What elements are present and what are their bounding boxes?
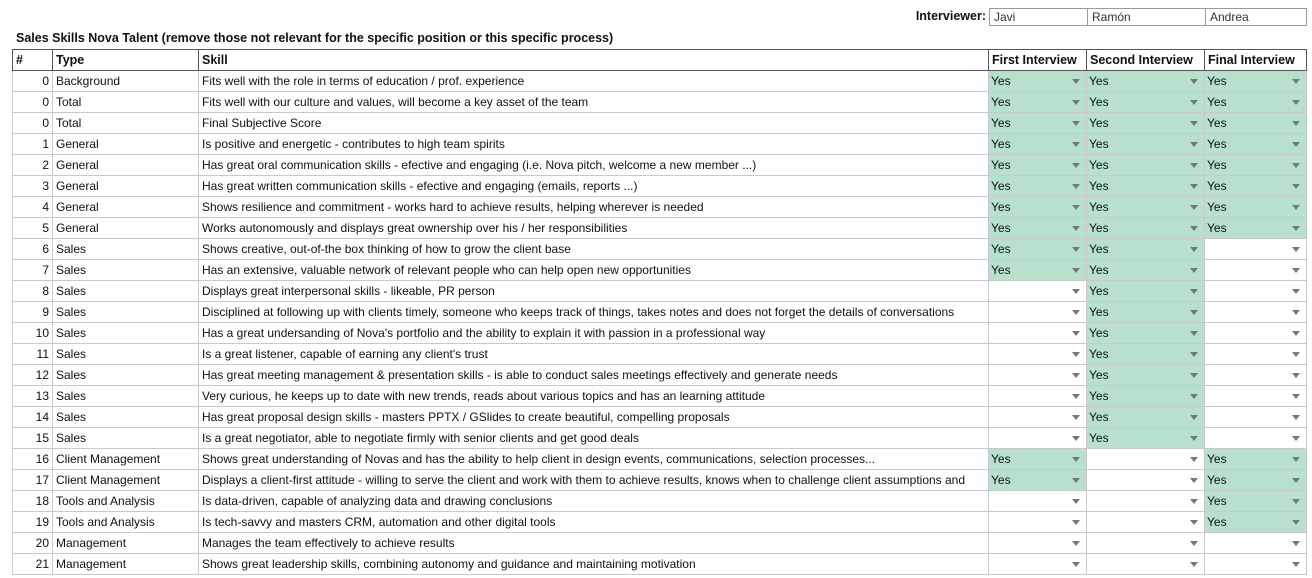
row-skill: Displays a client-first attitude - willing to serve the client and work with them to achieve results, knows when to challenge client assumptions and bbox=[199, 470, 989, 491]
chevron-down-icon[interactable] bbox=[1190, 226, 1198, 231]
dropdown-value: Yes bbox=[991, 452, 1011, 466]
chevron-down-icon[interactable] bbox=[1190, 499, 1198, 504]
table-row bbox=[13, 134, 1307, 155]
second-interview-dropdown[interactable] bbox=[1087, 512, 1205, 533]
row-skill: Very curious, he keeps up to date with new trends, reads about various topics and has an learning attitude bbox=[199, 386, 989, 407]
dropdown-value: Yes bbox=[991, 116, 1011, 130]
dropdown-value: Yes bbox=[991, 179, 1011, 193]
chevron-down-icon[interactable] bbox=[1072, 394, 1080, 399]
chevron-down-icon[interactable] bbox=[1292, 268, 1300, 273]
row-skill: Shows creative, out-of-the box thinking of how to grow the client base bbox=[199, 239, 989, 260]
chevron-down-icon[interactable] bbox=[1190, 79, 1198, 84]
row-skill: Is a great negotiator, able to negotiate firmly with senior clients and get good deals bbox=[199, 428, 989, 449]
second-interview-dropdown[interactable] bbox=[1087, 197, 1205, 218]
dropdown-value: Yes bbox=[991, 221, 1011, 235]
first-interview-dropdown[interactable] bbox=[989, 197, 1087, 218]
dropdown-value: Yes bbox=[1089, 221, 1109, 235]
row-number: 7 bbox=[13, 260, 53, 281]
final-interview-dropdown[interactable] bbox=[1205, 491, 1307, 512]
first-interview-dropdown[interactable] bbox=[989, 428, 1087, 449]
row-number: 16 bbox=[13, 449, 53, 470]
table-row bbox=[13, 386, 1307, 407]
final-interview-dropdown[interactable] bbox=[1205, 533, 1307, 554]
row-skill: Fits well with our culture and values, will become a key asset of the team bbox=[199, 92, 989, 113]
first-interview-dropdown[interactable] bbox=[989, 365, 1087, 386]
first-interview-dropdown[interactable] bbox=[989, 386, 1087, 407]
first-interview-dropdown[interactable] bbox=[989, 491, 1087, 512]
table-row bbox=[13, 323, 1307, 344]
row-type: General bbox=[53, 197, 199, 218]
row-type: Tools and Analysis bbox=[53, 491, 199, 512]
second-interview-dropdown[interactable] bbox=[1087, 323, 1205, 344]
col-header-final-interview: Final Interview bbox=[1205, 50, 1307, 71]
row-number: 13 bbox=[13, 386, 53, 407]
second-interview-dropdown[interactable] bbox=[1087, 176, 1205, 197]
row-type: General bbox=[53, 155, 199, 176]
final-interview-dropdown[interactable] bbox=[1205, 239, 1307, 260]
interviewer-bar bbox=[0, 8, 1312, 27]
row-number: 5 bbox=[13, 218, 53, 239]
chevron-down-icon[interactable] bbox=[1072, 331, 1080, 336]
chevron-down-icon[interactable] bbox=[1190, 142, 1198, 147]
second-interview-dropdown[interactable] bbox=[1087, 260, 1205, 281]
dropdown-value: Yes bbox=[1089, 200, 1109, 214]
chevron-down-icon[interactable] bbox=[1292, 184, 1300, 189]
final-interview-dropdown[interactable] bbox=[1205, 71, 1307, 92]
table-row bbox=[13, 407, 1307, 428]
chevron-down-icon[interactable] bbox=[1190, 478, 1198, 483]
first-interview-dropdown[interactable] bbox=[989, 554, 1087, 575]
chevron-down-icon[interactable] bbox=[1292, 247, 1300, 252]
final-interview-dropdown[interactable] bbox=[1205, 386, 1307, 407]
row-skill: Is data-driven, capable of analyzing data and drawing conclusions bbox=[199, 491, 989, 512]
table-row bbox=[13, 365, 1307, 386]
second-interview-dropdown[interactable] bbox=[1087, 218, 1205, 239]
first-interview-dropdown[interactable] bbox=[989, 218, 1087, 239]
final-interview-dropdown[interactable] bbox=[1205, 554, 1307, 575]
row-type: Management bbox=[53, 533, 199, 554]
dropdown-value: Yes bbox=[1207, 116, 1227, 130]
dropdown-value: Yes bbox=[1207, 473, 1227, 487]
final-interview-dropdown[interactable] bbox=[1205, 218, 1307, 239]
row-skill: Shows resilience and commitment - works hard to achieve results, helping wherever is needed bbox=[199, 197, 989, 218]
second-interview-dropdown[interactable] bbox=[1087, 302, 1205, 323]
table-row bbox=[13, 155, 1307, 176]
chevron-down-icon[interactable] bbox=[1190, 184, 1198, 189]
row-skill: Final Subjective Score bbox=[199, 113, 989, 134]
row-skill: Has a great undersanding of Nova's portfolio and the ability to explain it with passion in a professional way bbox=[199, 323, 989, 344]
table-row bbox=[13, 428, 1307, 449]
chevron-down-icon[interactable] bbox=[1072, 79, 1080, 84]
row-number: 4 bbox=[13, 197, 53, 218]
row-skill: Manages the team effectively to achieve results bbox=[199, 533, 989, 554]
dropdown-value: Yes bbox=[1089, 95, 1109, 109]
first-interview-dropdown[interactable] bbox=[989, 260, 1087, 281]
dropdown-value: Yes bbox=[1207, 74, 1227, 88]
row-skill: Shows great understanding of Novas and has the ability to help client in design events, communications, selection processes... bbox=[199, 449, 989, 470]
chevron-down-icon[interactable] bbox=[1292, 415, 1300, 420]
chevron-down-icon[interactable] bbox=[1292, 310, 1300, 315]
row-number: 9 bbox=[13, 302, 53, 323]
dropdown-value: Yes bbox=[991, 137, 1011, 151]
row-number: 8 bbox=[13, 281, 53, 302]
dropdown-value: Yes bbox=[1089, 368, 1109, 382]
row-type: Sales bbox=[53, 428, 199, 449]
chevron-down-icon[interactable] bbox=[1072, 499, 1080, 504]
second-interview-dropdown[interactable] bbox=[1087, 344, 1205, 365]
row-type: Sales bbox=[53, 302, 199, 323]
chevron-down-icon[interactable] bbox=[1292, 478, 1300, 483]
table-row bbox=[13, 470, 1307, 491]
row-number: 19 bbox=[13, 512, 53, 533]
dropdown-value: Yes bbox=[1089, 179, 1109, 193]
dropdown-value: Yes bbox=[1089, 347, 1109, 361]
chevron-down-icon[interactable] bbox=[1072, 415, 1080, 420]
chevron-down-icon[interactable] bbox=[1292, 373, 1300, 378]
row-type: Sales bbox=[53, 344, 199, 365]
dropdown-value: Yes bbox=[1207, 515, 1227, 529]
row-number: 21 bbox=[13, 554, 53, 575]
chevron-down-icon[interactable] bbox=[1072, 478, 1080, 483]
table-row bbox=[13, 218, 1307, 239]
row-type: Sales bbox=[53, 407, 199, 428]
table-row bbox=[13, 344, 1307, 365]
second-interview-dropdown[interactable] bbox=[1087, 386, 1205, 407]
row-skill: Is tech-savvy and masters CRM, automation and other digital tools bbox=[199, 512, 989, 533]
final-interview-dropdown[interactable] bbox=[1205, 134, 1307, 155]
row-type: General bbox=[53, 218, 199, 239]
chevron-down-icon[interactable] bbox=[1072, 121, 1080, 126]
row-type: Management bbox=[53, 554, 199, 575]
row-number: 14 bbox=[13, 407, 53, 428]
second-interview-dropdown[interactable] bbox=[1087, 239, 1205, 260]
final-interview-dropdown[interactable] bbox=[1205, 113, 1307, 134]
row-number: 20 bbox=[13, 533, 53, 554]
table-row bbox=[13, 533, 1307, 554]
chevron-down-icon[interactable] bbox=[1292, 142, 1300, 147]
row-type: General bbox=[53, 134, 199, 155]
row-number: 2 bbox=[13, 155, 53, 176]
col-header-num: # bbox=[13, 50, 53, 71]
second-interview-dropdown[interactable] bbox=[1087, 155, 1205, 176]
dropdown-value: Yes bbox=[991, 242, 1011, 256]
skills-table bbox=[12, 49, 1307, 575]
dropdown-value: Yes bbox=[1207, 452, 1227, 466]
dropdown-value: Yes bbox=[1089, 263, 1109, 277]
chevron-down-icon[interactable] bbox=[1190, 352, 1198, 357]
chevron-down-icon[interactable] bbox=[1292, 436, 1300, 441]
first-interview-dropdown[interactable] bbox=[989, 470, 1087, 491]
dropdown-value: Yes bbox=[1207, 95, 1227, 109]
dropdown-value: Yes bbox=[1207, 179, 1227, 193]
final-interview-dropdown[interactable] bbox=[1205, 470, 1307, 491]
row-skill: Has great oral communication skills - efective and engaging (i.e. Nova pitch, welcome a new member ...) bbox=[199, 155, 989, 176]
chevron-down-icon[interactable] bbox=[1190, 289, 1198, 294]
chevron-down-icon[interactable] bbox=[1292, 100, 1300, 105]
chevron-down-icon[interactable] bbox=[1072, 142, 1080, 147]
row-number: 0 bbox=[13, 71, 53, 92]
chevron-down-icon[interactable] bbox=[1292, 394, 1300, 399]
interviewer-second-cell[interactable]: Ramón bbox=[1087, 8, 1206, 26]
first-interview-dropdown[interactable] bbox=[989, 155, 1087, 176]
table-row bbox=[13, 512, 1307, 533]
chevron-down-icon[interactable] bbox=[1190, 268, 1198, 273]
second-interview-dropdown[interactable] bbox=[1087, 92, 1205, 113]
final-interview-dropdown[interactable] bbox=[1205, 365, 1307, 386]
first-interview-dropdown[interactable] bbox=[989, 302, 1087, 323]
table-row bbox=[13, 92, 1307, 113]
dropdown-value: Yes bbox=[1207, 137, 1227, 151]
row-skill: Displays great interpersonal skills - likeable, PR person bbox=[199, 281, 989, 302]
row-skill: Fits well with the role in terms of education / prof. experience bbox=[199, 71, 989, 92]
chevron-down-icon[interactable] bbox=[1190, 520, 1198, 525]
row-type: Client Management bbox=[53, 470, 199, 491]
header-row bbox=[13, 50, 1307, 71]
first-interview-dropdown[interactable] bbox=[989, 281, 1087, 302]
table-row bbox=[13, 302, 1307, 323]
final-interview-dropdown[interactable] bbox=[1205, 302, 1307, 323]
dropdown-value: Yes bbox=[1089, 431, 1109, 445]
row-type: Sales bbox=[53, 281, 199, 302]
row-number: 0 bbox=[13, 113, 53, 134]
chevron-down-icon[interactable] bbox=[1072, 205, 1080, 210]
second-interview-dropdown[interactable] bbox=[1087, 71, 1205, 92]
interviewer-final-cell[interactable]: Andrea bbox=[1205, 8, 1307, 26]
dropdown-value: Yes bbox=[1089, 158, 1109, 172]
dropdown-value: Yes bbox=[1089, 284, 1109, 298]
dropdown-value: Yes bbox=[1207, 158, 1227, 172]
chevron-down-icon[interactable] bbox=[1072, 541, 1080, 546]
col-header-type: Type bbox=[53, 50, 199, 71]
row-number: 1 bbox=[13, 134, 53, 155]
row-number: 10 bbox=[13, 323, 53, 344]
row-number: 12 bbox=[13, 365, 53, 386]
chevron-down-icon[interactable] bbox=[1190, 457, 1198, 462]
interviewer-first-cell[interactable]: Javi bbox=[989, 8, 1088, 26]
row-type: Total bbox=[53, 92, 199, 113]
chevron-down-icon[interactable] bbox=[1072, 226, 1080, 231]
chevron-down-icon[interactable] bbox=[1292, 541, 1300, 546]
first-interview-dropdown[interactable] bbox=[989, 92, 1087, 113]
first-interview-dropdown[interactable] bbox=[989, 407, 1087, 428]
table-row bbox=[13, 281, 1307, 302]
chevron-down-icon[interactable] bbox=[1190, 310, 1198, 315]
table-row bbox=[13, 239, 1307, 260]
chevron-down-icon[interactable] bbox=[1292, 331, 1300, 336]
table-row bbox=[13, 491, 1307, 512]
first-interview-dropdown[interactable] bbox=[989, 449, 1087, 470]
row-number: 0 bbox=[13, 92, 53, 113]
chevron-down-icon[interactable] bbox=[1072, 352, 1080, 357]
chevron-down-icon[interactable] bbox=[1072, 289, 1080, 294]
chevron-down-icon[interactable] bbox=[1190, 394, 1198, 399]
first-interview-dropdown[interactable] bbox=[989, 239, 1087, 260]
chevron-down-icon[interactable] bbox=[1190, 562, 1198, 567]
chevron-down-icon[interactable] bbox=[1292, 289, 1300, 294]
dropdown-value: Yes bbox=[1089, 137, 1109, 151]
dropdown-value: Yes bbox=[1089, 389, 1109, 403]
second-interview-dropdown[interactable] bbox=[1087, 365, 1205, 386]
final-interview-dropdown[interactable] bbox=[1205, 449, 1307, 470]
chevron-down-icon[interactable] bbox=[1292, 352, 1300, 357]
final-interview-dropdown[interactable] bbox=[1205, 260, 1307, 281]
final-interview-dropdown[interactable] bbox=[1205, 407, 1307, 428]
row-type: Sales bbox=[53, 323, 199, 344]
chevron-down-icon[interactable] bbox=[1190, 541, 1198, 546]
row-type: Sales bbox=[53, 386, 199, 407]
chevron-down-icon[interactable] bbox=[1072, 562, 1080, 567]
second-interview-dropdown[interactable] bbox=[1087, 113, 1205, 134]
row-number: 6 bbox=[13, 239, 53, 260]
chevron-down-icon[interactable] bbox=[1292, 520, 1300, 525]
row-skill: Is positive and energetic - contributes to high team spirits bbox=[199, 134, 989, 155]
row-type: Client Management bbox=[53, 449, 199, 470]
chevron-down-icon[interactable] bbox=[1072, 247, 1080, 252]
interviewer-label: Interviewer: bbox=[915, 9, 986, 23]
chevron-down-icon[interactable] bbox=[1292, 226, 1300, 231]
dropdown-value: Yes bbox=[1089, 410, 1109, 424]
first-interview-dropdown[interactable] bbox=[989, 113, 1087, 134]
first-interview-dropdown[interactable] bbox=[989, 533, 1087, 554]
first-interview-dropdown[interactable] bbox=[989, 323, 1087, 344]
row-type: Sales bbox=[53, 365, 199, 386]
chevron-down-icon[interactable] bbox=[1072, 268, 1080, 273]
second-interview-dropdown[interactable] bbox=[1087, 407, 1205, 428]
row-number: 18 bbox=[13, 491, 53, 512]
dropdown-value: Yes bbox=[991, 74, 1011, 88]
row-number: 11 bbox=[13, 344, 53, 365]
row-type: Tools and Analysis bbox=[53, 512, 199, 533]
final-interview-dropdown[interactable] bbox=[1205, 281, 1307, 302]
dropdown-value: Yes bbox=[1089, 305, 1109, 319]
row-number: 17 bbox=[13, 470, 53, 491]
row-skill: Has great proposal design skills - masters PPTX / GSlides to create beautiful, compelling proposals bbox=[199, 407, 989, 428]
row-skill: Is a great listener, capable of earning any client's trust bbox=[199, 344, 989, 365]
chevron-down-icon[interactable] bbox=[1292, 121, 1300, 126]
dropdown-value: Yes bbox=[991, 200, 1011, 214]
table-row bbox=[13, 449, 1307, 470]
chevron-down-icon[interactable] bbox=[1190, 163, 1198, 168]
chevron-down-icon[interactable] bbox=[1190, 121, 1198, 126]
col-header-second-interview: Second Interview bbox=[1087, 50, 1205, 71]
chevron-down-icon[interactable] bbox=[1072, 373, 1080, 378]
row-number: 15 bbox=[13, 428, 53, 449]
row-skill: Has great meeting management & presentation skills - is able to conduct sales meetings effectively and generate needs bbox=[199, 365, 989, 386]
second-interview-dropdown[interactable] bbox=[1087, 428, 1205, 449]
final-interview-dropdown[interactable] bbox=[1205, 176, 1307, 197]
dropdown-value: Yes bbox=[991, 473, 1011, 487]
row-skill: Shows great leadership skills, combining autonomy and guidance and maintaining motivation bbox=[199, 554, 989, 575]
final-interview-dropdown[interactable] bbox=[1205, 512, 1307, 533]
chevron-down-icon[interactable] bbox=[1292, 562, 1300, 567]
chevron-down-icon[interactable] bbox=[1292, 457, 1300, 462]
dropdown-value: Yes bbox=[1089, 74, 1109, 88]
row-skill: Works autonomously and displays great ownership over his / her responsibilities bbox=[199, 218, 989, 239]
chevron-down-icon[interactable] bbox=[1072, 163, 1080, 168]
row-number: 3 bbox=[13, 176, 53, 197]
second-interview-dropdown[interactable] bbox=[1087, 491, 1205, 512]
first-interview-dropdown[interactable] bbox=[989, 71, 1087, 92]
chevron-down-icon[interactable] bbox=[1292, 79, 1300, 84]
row-skill: Has an extensive, valuable network of relevant people who can help open new opportunities bbox=[199, 260, 989, 281]
dropdown-value: Yes bbox=[1207, 221, 1227, 235]
first-interview-dropdown[interactable] bbox=[989, 344, 1087, 365]
chevron-down-icon[interactable] bbox=[1190, 436, 1198, 441]
second-interview-dropdown[interactable] bbox=[1087, 533, 1205, 554]
chevron-down-icon[interactable] bbox=[1190, 100, 1198, 105]
chevron-down-icon[interactable] bbox=[1292, 163, 1300, 168]
chevron-down-icon[interactable] bbox=[1072, 100, 1080, 105]
chevron-down-icon[interactable] bbox=[1072, 457, 1080, 462]
final-interview-dropdown[interactable] bbox=[1205, 323, 1307, 344]
dropdown-value: Yes bbox=[1089, 116, 1109, 130]
dropdown-value: Yes bbox=[1089, 242, 1109, 256]
final-interview-dropdown[interactable] bbox=[1205, 344, 1307, 365]
chevron-down-icon[interactable] bbox=[1190, 205, 1198, 210]
dropdown-value: Yes bbox=[991, 158, 1011, 172]
chevron-down-icon[interactable] bbox=[1190, 247, 1198, 252]
first-interview-dropdown[interactable] bbox=[989, 512, 1087, 533]
chevron-down-icon[interactable] bbox=[1190, 331, 1198, 336]
dropdown-value: Yes bbox=[1089, 326, 1109, 340]
dropdown-value: Yes bbox=[991, 95, 1011, 109]
second-interview-dropdown[interactable] bbox=[1087, 134, 1205, 155]
table-row bbox=[13, 260, 1307, 281]
row-skill: Disciplined at following up with clients timely, someone who keeps track of things, takes notes and does not forget the details of conversations bbox=[199, 302, 989, 323]
table-row bbox=[13, 554, 1307, 575]
dropdown-value: Yes bbox=[1207, 494, 1227, 508]
second-interview-dropdown[interactable] bbox=[1087, 281, 1205, 302]
first-interview-dropdown[interactable] bbox=[989, 134, 1087, 155]
row-type: Total bbox=[53, 113, 199, 134]
chevron-down-icon[interactable] bbox=[1072, 520, 1080, 525]
table-row bbox=[13, 197, 1307, 218]
chevron-down-icon[interactable] bbox=[1072, 184, 1080, 189]
chevron-down-icon[interactable] bbox=[1072, 310, 1080, 315]
dropdown-value: Yes bbox=[991, 263, 1011, 277]
chevron-down-icon[interactable] bbox=[1072, 436, 1080, 441]
table-row bbox=[13, 176, 1307, 197]
row-type: General bbox=[53, 176, 199, 197]
second-interview-dropdown[interactable] bbox=[1087, 470, 1205, 491]
chevron-down-icon[interactable] bbox=[1292, 499, 1300, 504]
row-type: Sales bbox=[53, 260, 199, 281]
final-interview-dropdown[interactable] bbox=[1205, 428, 1307, 449]
final-interview-dropdown[interactable] bbox=[1205, 92, 1307, 113]
row-type: Sales bbox=[53, 239, 199, 260]
row-type: Background bbox=[53, 71, 199, 92]
col-header-skill: Skill bbox=[199, 50, 989, 71]
table-row bbox=[13, 113, 1307, 134]
final-interview-dropdown[interactable] bbox=[1205, 155, 1307, 176]
dropdown-value: Yes bbox=[1207, 200, 1227, 214]
second-interview-dropdown[interactable] bbox=[1087, 554, 1205, 575]
row-skill: Has great written communication skills - efective and engaging (emails, reports ...) bbox=[199, 176, 989, 197]
table-row bbox=[13, 71, 1307, 92]
chevron-down-icon[interactable] bbox=[1190, 415, 1198, 420]
first-interview-dropdown[interactable] bbox=[989, 176, 1087, 197]
second-interview-dropdown[interactable] bbox=[1087, 449, 1205, 470]
chevron-down-icon[interactable] bbox=[1190, 373, 1198, 378]
chevron-down-icon[interactable] bbox=[1292, 205, 1300, 210]
final-interview-dropdown[interactable] bbox=[1205, 197, 1307, 218]
col-header-first-interview: First Interview bbox=[989, 50, 1087, 71]
sheet-title: Sales Skills Nova Talent (remove those not relevant for the specific position or this specific process) bbox=[16, 31, 614, 45]
